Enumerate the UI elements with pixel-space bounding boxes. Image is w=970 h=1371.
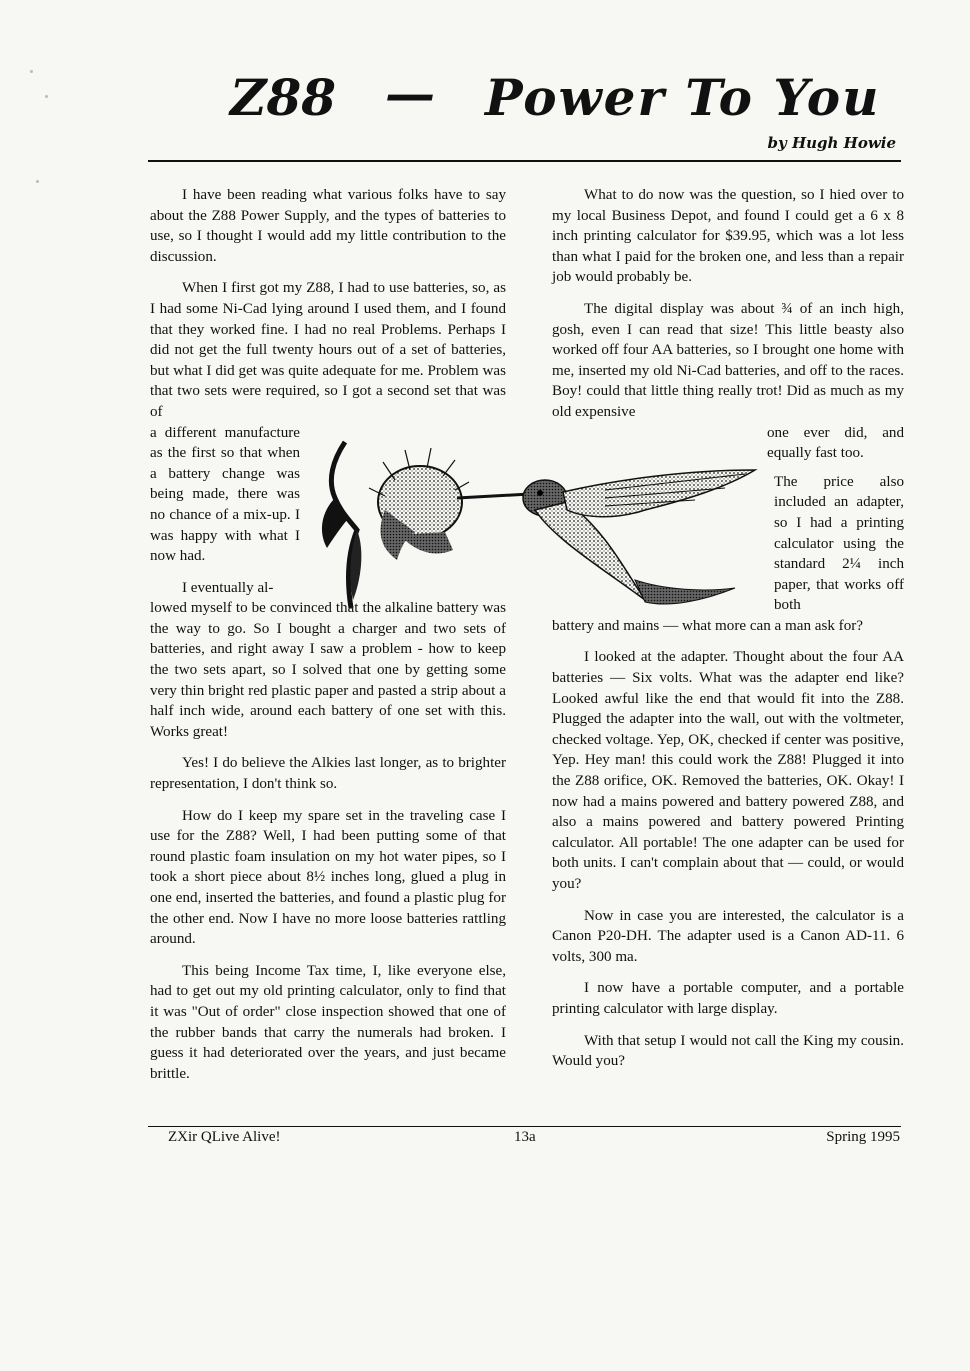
article-title	[150, 64, 890, 138]
paragraph: When I first got my Z88, I had to use batteries, so, as I had some Ni-Cad lying around I used them, and I found that they worked fine. I had no real Problems. Perhaps I did not get the full twenty hours out of a set of batteries, but what I did get was quite adequate for me. Problem was that two sets were required, so I got a second set that was of	[150, 280, 506, 420]
title-dash: —	[385, 64, 435, 123]
paragraph: a different manufacture as the first so that when a battery change was being made, there was no chance of a mix-up. I was happy with what I now had.	[150, 424, 300, 565]
wrapped-text	[150, 423, 300, 599]
paragraph: What to do now was the question, so I hied over to my local Business Depot, and found I could get a 6 x 8 inch printing calculator for $39.95, which was a lot less than what I paid for the broken one, and less than a repair job would probably be.	[552, 187, 904, 286]
footer-publication: ZXir QLive Alive!	[168, 1129, 281, 1145]
column-left	[150, 185, 506, 1095]
paragraph: I have been reading what various folks have to say about the Z88 Power Supply, and the types of batteries to use, so I thought I would add my little contribution to the discussion.	[150, 187, 506, 265]
header-rule	[148, 160, 901, 162]
wrapped-text	[767, 423, 904, 464]
paragraph: Now in case you are interested, the calculator is a Canon P20-DH. The adapter used is a Canon AD-11. 6 volts, 300 ma.	[552, 907, 904, 965]
paragraph: How do I keep my spare set in the traveling case I use for the Z88? Well, I had been putting some of that round plastic foam insulation on my hot water pipes, so I took a short piece about 8½ inches long, glued a plug in one end, inserted the batteries, and found a plastic plug for the other end. Now I have no more loose batteries rattling around.	[150, 807, 506, 948]
scan-speck	[30, 70, 33, 73]
footer-issue: Spring 1995	[826, 1129, 900, 1145]
footer-page-number: 13a	[514, 1129, 536, 1145]
paragraph: The price also included an adapter, so I had a printing calculator using the standard 2¼ inch paper, that works off both	[774, 473, 904, 614]
paragraph: I now have a portable computer, and a portable printing calculator with large display.	[552, 980, 904, 1017]
title-z88: Z88	[230, 68, 337, 127]
footer-rule	[148, 1126, 901, 1127]
paragraph: I eventually al-	[182, 579, 274, 596]
paragraph: lowed myself to be convinced that the alkaline battery was the way to go. So I bought a charger and two sets of batteries, and right away I saw a problem - how to keep the two sets apart, so I solved that one by getting some very thin bright red plastic paper and pasted a strip about a half inch wide, around each battery of one set with this. Works great!	[150, 600, 506, 740]
column-right	[552, 185, 904, 1083]
paragraph: This being Income Tax time, I, like everyone else, had to get out my old printing calculator, only to find that it was "Out of order" close inspection showed that one of the rubber bands that carry the numerals had broken. I guess it had deteriorated over the years, and just became brittle.	[150, 962, 506, 1082]
paragraph: one ever did, and equally fast too.	[767, 424, 904, 462]
paragraph: Yes! I do believe the Alkies last longer, as to brighter representation, I don't think so.	[150, 755, 506, 793]
wrapped-text	[774, 472, 904, 616]
scan-speck	[45, 95, 48, 98]
paragraph: The digital display was about ¾ of an inch high, gosh, even I can read that size! This little beasty also worked off four AA batteries, so I brought one home with me, inserted my old Ni-Cad batteries, and off to the races. Boy! could that little thing really trot! Did as much as my old expensive	[552, 300, 904, 420]
title-power-to-you: Power To You	[485, 68, 881, 127]
paragraph: I looked at the adapter. Thought about the four AA batteries — Six volts. What was the adapter end like? Looked awful like the end that would fit into the Z88. Plugged the adapter into the wall, out with the voltmeter, checked voltage. Yep, OK, checked if center was positive, Yep. Hey man! this could work the Z88! Plugged it into the Z88 orifice, OK. Removed the batteries, OK. Okay! I now had a mains powered and battery powered Z88, and also a mains powered and battery powered Printing calculator. All portable! The one adapter can be used for both units. I can't complain about that — could, or would you?	[552, 649, 904, 892]
hummingbird-thistle-icon	[305, 440, 765, 615]
paragraph: With that setup I would not call the King my cousin. Would you?	[552, 1032, 904, 1070]
paragraph: battery and mains — what more can a man ask for?	[552, 617, 863, 634]
byline: by Hugh Howie	[767, 134, 896, 152]
scan-speck	[36, 180, 39, 183]
